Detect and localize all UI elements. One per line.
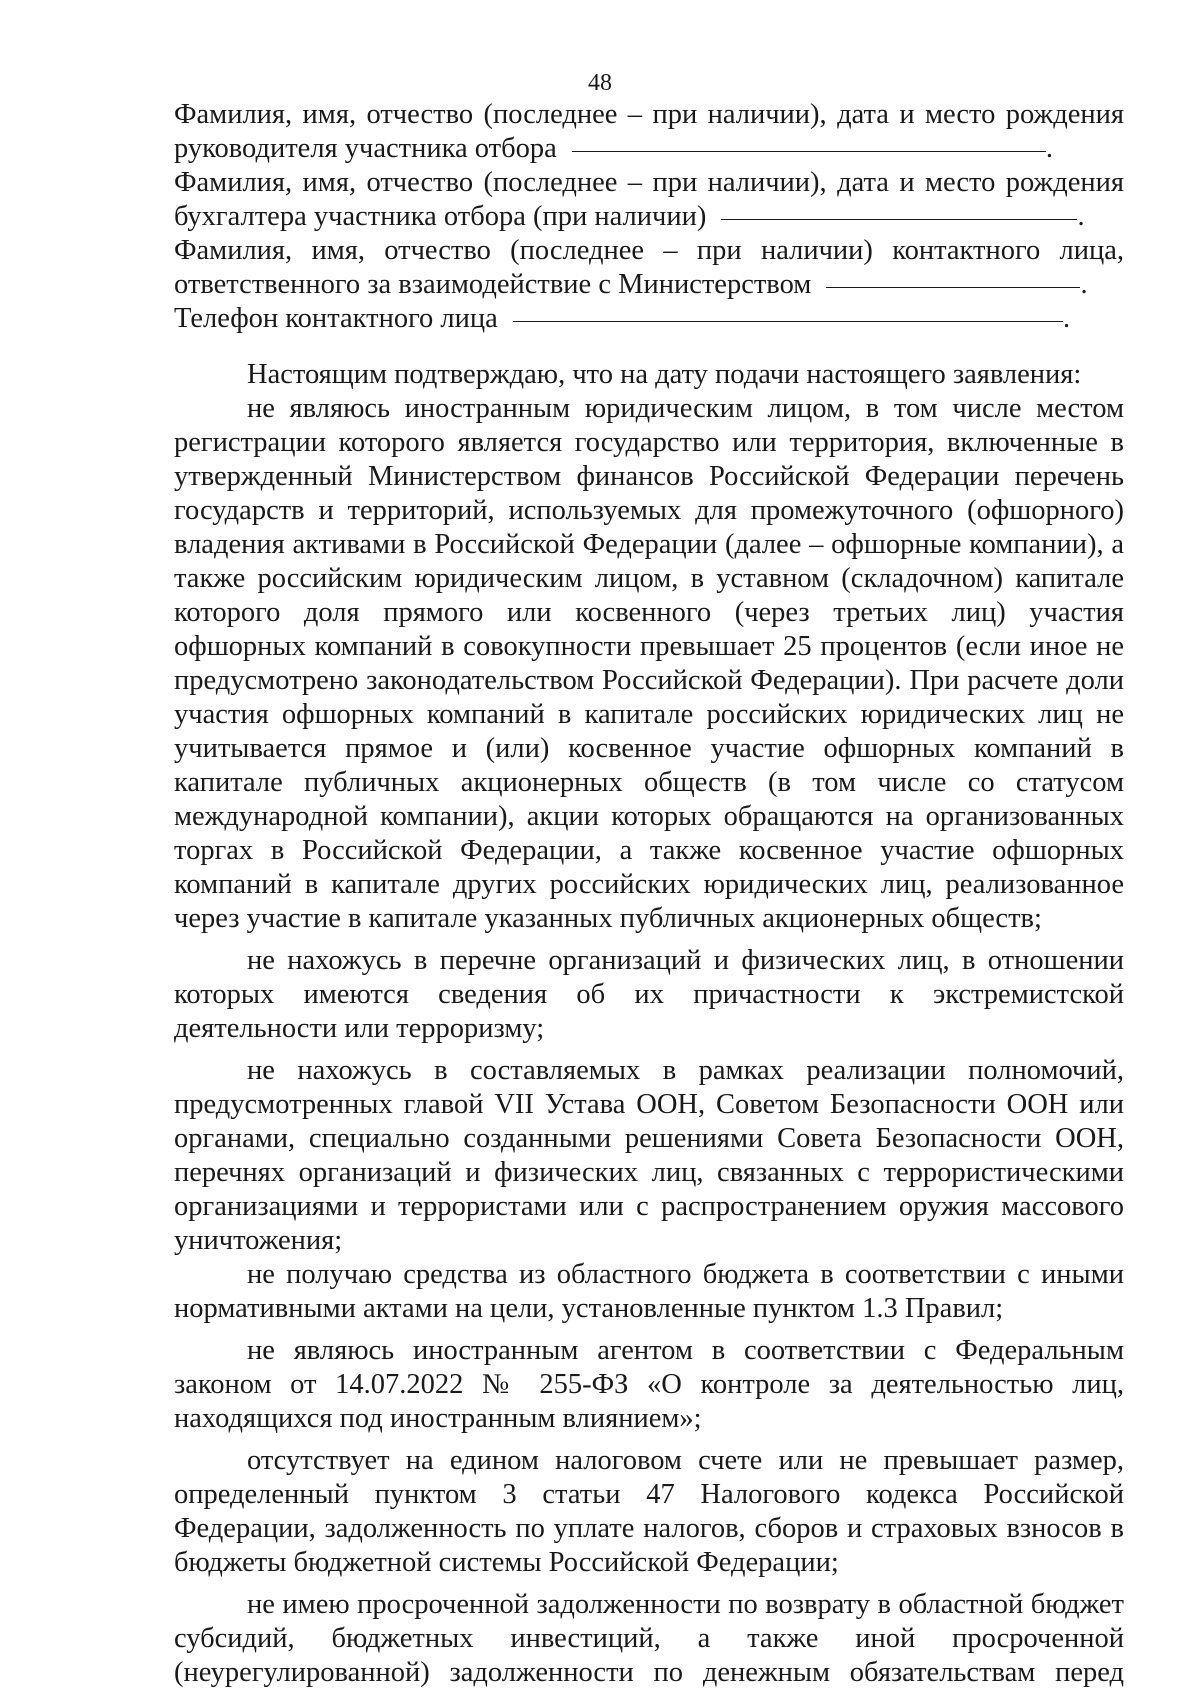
- accountant-name-label: Фамилия, имя, отчество (последнее – при наличии), дата и место рождения: [174, 167, 1124, 198]
- phone-blank[interactable]: [513, 321, 1063, 322]
- contact-name-line: ответственного за взаимодействие с Министерством .: [174, 269, 1088, 300]
- contact-name-label: Фамилия, имя, отчество (последнее – при наличии) контактного лица,: [174, 235, 1124, 266]
- contact-name-label-cont: ответственного за взаимодействие с Министерством: [174, 269, 812, 300]
- phone-line: Телефон контактного лица .: [174, 303, 1071, 334]
- accountant-name-label-cont: бухгалтера участника отбора (при наличии): [174, 201, 707, 232]
- head-name-blank[interactable]: [572, 151, 1046, 152]
- phone-label: Телефон контактного лица: [174, 303, 498, 334]
- page-number: 48: [588, 70, 612, 96]
- declaration-item: не являюсь иностранным агентом в соответствии с Федеральным законом от 14.07.2022 № 255-ФЗ «О контроле за деятельностью лиц, находящихся под иностранным влиянием»;: [174, 1335, 1124, 1434]
- declaration-intro: Настоящим подтверждаю, что на дату подачи настоящего заявления:: [247, 359, 1082, 390]
- accountant-name-line: бухгалтера участника отбора (при наличии) .: [174, 201, 1085, 232]
- applicant-fields: [174, 98, 1124, 336]
- declaration-item: не получаю средства из областного бюджета в соответствии с иными нормативными актами на цели, установленные пунктом 1.3 Правил;: [174, 1259, 1124, 1324]
- declaration-item: не нахожусь в составляемых в рамках реализации полномочий, предусмотренных главой VII Устава ООН, Советом Безопасности ООН или органами, специально созданными решениями Совета Безопасности ООН, перечнях организаций и физических лиц, связанных с террористическими организациями и террористами или с распространением оружия массового уничтожения;: [174, 1055, 1124, 1256]
- declaration-item: не нахожусь в перечне организаций и физических лиц, в отношении которых имеются сведения об их причастности к экстремистской деятельности или терроризму;: [174, 945, 1124, 1044]
- contact-name-blank[interactable]: [826, 287, 1080, 288]
- head-name-line: руководителя участника отбора .: [174, 133, 1054, 164]
- head-name-label-cont: руководителя участника отбора: [174, 133, 557, 164]
- declaration-item: не имею просроченной задолженности по возврату в областной бюджет субсидий, бюджетных инвестиций, а также иной просроченной (неурегулированной) задолженности по денежным обязательствам перед: [174, 1589, 1124, 1688]
- declaration-item: не являюсь иностранным юридическим лицом, в том числе местом регистрации которого является государство или территория, включенные в утвержденный Министерством финансов Российской Федерации перечень государств и территорий, используемых для промежуточного (офшорного) владения активами в Российской Федерации (далее – офшорные компании), а также российским юридическим лицом, в уставном (складочном) капитале которого доля прямого или косвенного (через третьих лиц) участия офшорных компаний в совокупности превышает 25 процентов (если иное не предусмотрено законодательством Российской Федерации). При расчете доли участия офшорных компаний в капитале российских юридических лиц не учитывается прямое и (или) косвенное участие офшорных компаний в капитале публичных акционерных обществ (в том числе со статусом международной компании), акции которых обращаются на организованных торгах в Российской Федерации, а также косвенное участие офшорных компаний в капитале других российских юридических лиц, реализованное через участие в капитале указанных публичных акционерных обществ;: [174, 393, 1124, 934]
- accountant-name-blank[interactable]: [721, 219, 1077, 220]
- head-name-label: Фамилия, имя, отчество (последнее – при наличии), дата и место рождения: [174, 99, 1124, 130]
- document-body: [174, 98, 1124, 1690]
- declaration-item: отсутствует на едином налоговом счете или не превышает размер, определенный пунктом 3 статьи 47 Налогового кодекса Российской Федерации, задолженность по уплате налогов, сборов и страховых взносов в бюджеты бюджетной системы Российской Федерации;: [174, 1445, 1124, 1578]
